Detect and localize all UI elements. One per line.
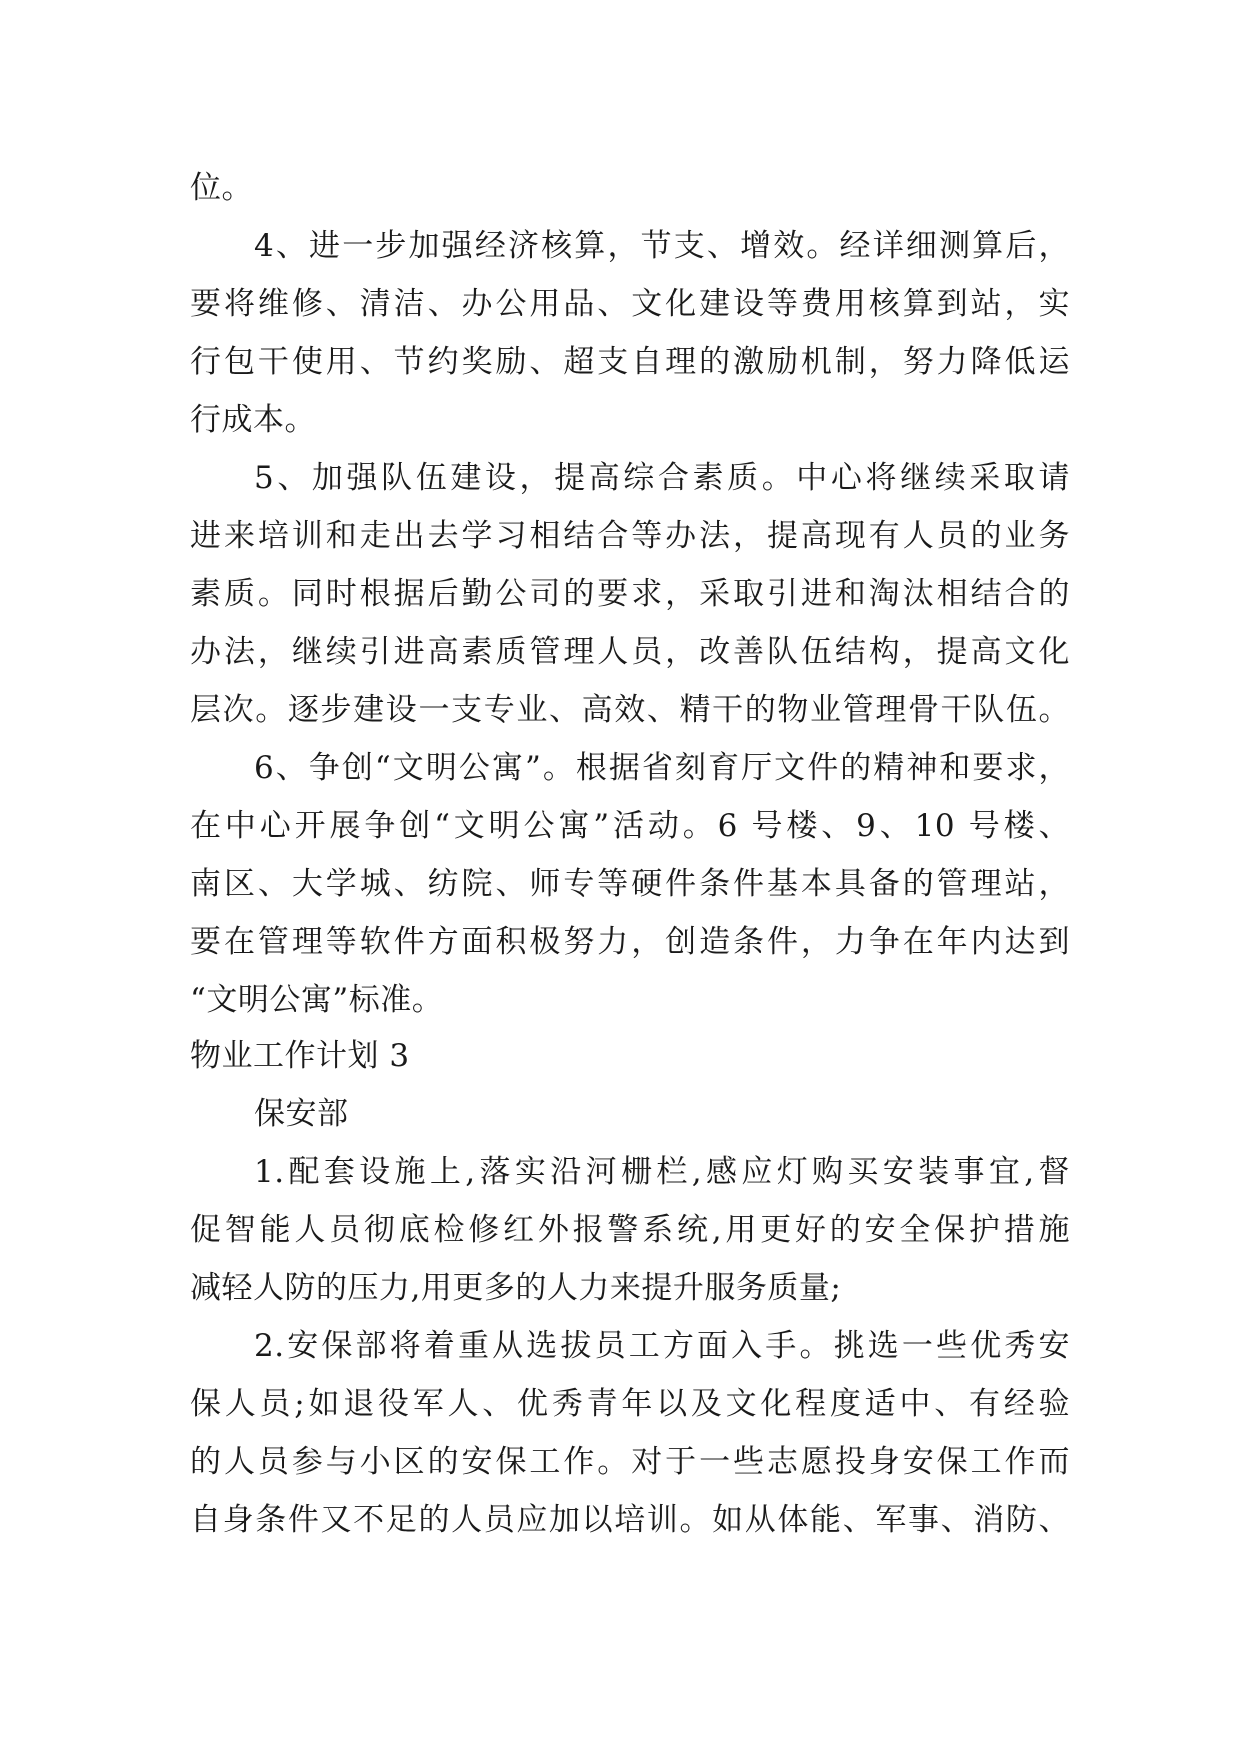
text-line-21: 2.安保部将着重从选拔员工方面入手。挑选一些优秀安 <box>254 1328 1070 1364</box>
text-line-3: 要将维修、清洁、办公用品、文化建设等费用核算到站，实 <box>190 286 1070 322</box>
text-line-18: 1.配套设施上,落实沿河栅栏,感应灯购买安装事宜,督 <box>254 1154 1070 1190</box>
text-line-10: 层次。逐步建设一支专业、高效、精干的物业管理骨干队伍。 <box>190 692 1070 728</box>
text-line-2: 4、进一步加强经济核算，节支、增效。经详细测算后， <box>254 228 1070 264</box>
text-line-23: 的人员参与小区的安保工作。对于一些志愿投身安保工作而 <box>190 1444 1070 1480</box>
text-line-8: 素质。同时根据后勤公司的要求，采取引进和淘汰相结合的 <box>190 576 1070 612</box>
text-line-15: “文明公寓”标准。 <box>190 982 444 1018</box>
text-line-22: 保人员;如退役军人、优秀青年以及文化程度适中、有经验 <box>190 1386 1070 1422</box>
text-line-5: 行成本。 <box>190 402 316 438</box>
text-line-4: 行包干使用、节约奖励、超支自理的激励机制，努力降低运 <box>190 344 1070 380</box>
text-line-13: 南区、大学城、纺院、师专等硬件条件基本具备的管理站， <box>190 866 1070 902</box>
text-line-1: 位。 <box>190 170 253 206</box>
section-heading: 物业工作计划 3 <box>190 1038 410 1074</box>
text-line-20: 减轻人防的压力,用更多的人力来提升服务质量; <box>190 1270 842 1306</box>
text-line-11: 6、争创“文明公寓”。根据省刻育厅文件的精神和要求， <box>254 750 1070 786</box>
subsection-heading: 保安部 <box>254 1096 349 1132</box>
text-line-12: 在中心开展争创“文明公寓”活动。6 号楼、9、10 号楼、 <box>190 808 1070 844</box>
text-line-6: 5、加强队伍建设，提高综合素质。中心将继续采取请 <box>254 460 1070 496</box>
text-line-19: 促智能人员彻底检修红外报警系统,用更好的安全保护措施 <box>190 1212 1070 1248</box>
text-line-24: 自身条件又不足的人员应加以培训。如从体能、军事、消防、 <box>190 1502 1070 1538</box>
text-line-14: 要在管理等软件方面积极努力，创造条件，力争在年内达到 <box>190 924 1070 960</box>
text-line-9: 办法，继续引进高素质管理人员，改善队伍结构，提高文化 <box>190 634 1070 670</box>
text-line-7: 进来培训和走出去学习相结合等办法，提高现有人员的业务 <box>190 518 1070 554</box>
